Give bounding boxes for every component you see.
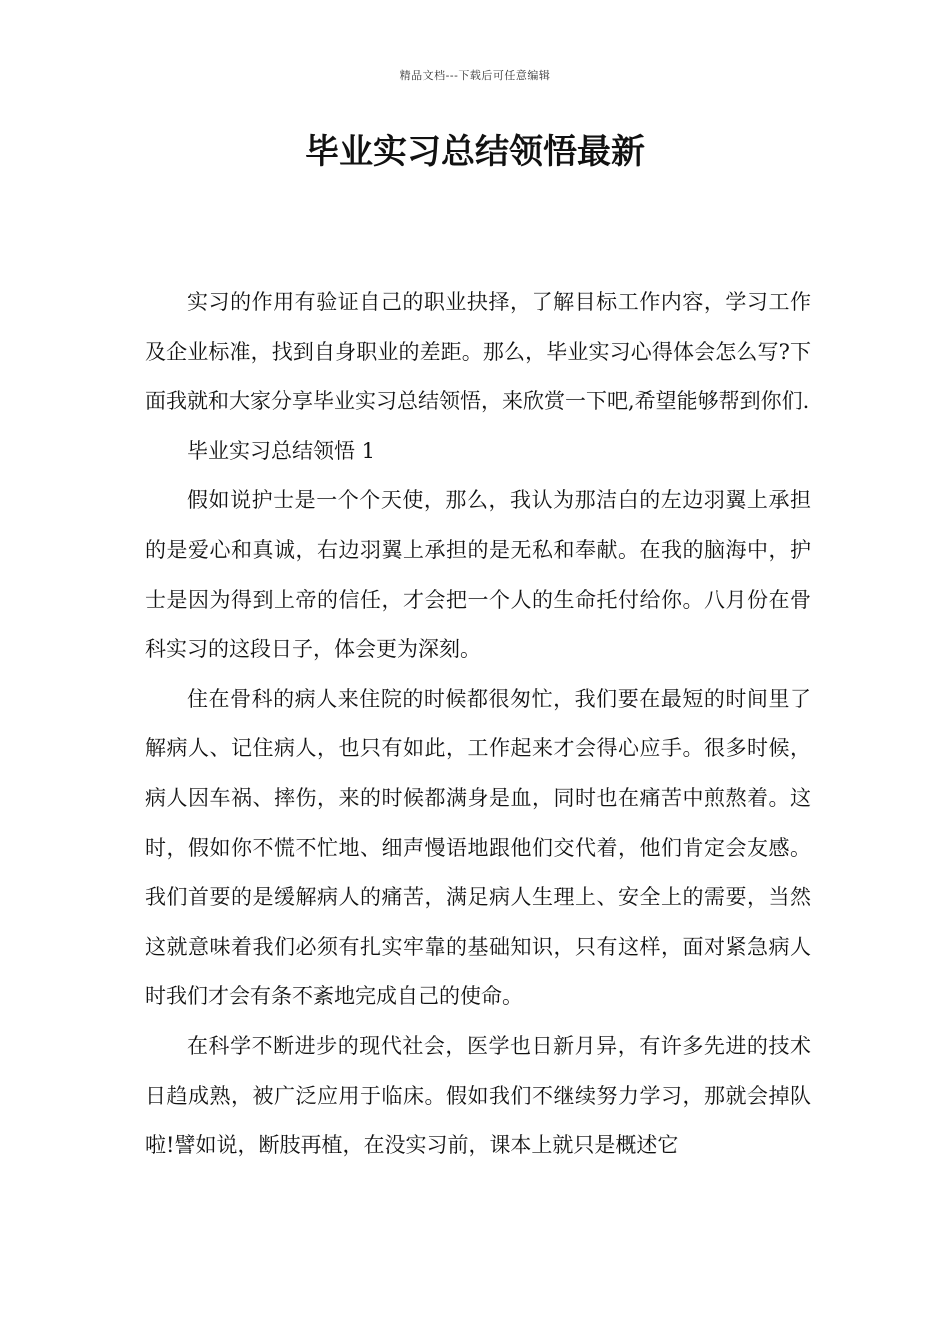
paragraph-science: 在科学不断进步的现代社会，医学也日新月异，有许多先进的技术日趋成熟，被广泛应用于临床。假如我们不继续努力学习，那就会掉队啦!譬如说，断肢再植，在没实习前，课本上就只是概述它 <box>145 1033 811 1158</box>
document-title: 毕业实习总结领悟最新 <box>305 132 645 172</box>
paragraph-orthopedics: 住在骨科的病人来住院的时候都很匆忙，我们要在最短的时间里了解病人、记住病人，也只有如此，工作起来才会得心应手。很多时候，病人因车祸、摔伤，来的时候都满身是血，同时也在痛苦中煎熬着。这时，假如你不慌不忙地、细声慢语地跟他们交代着，他们肯定会友感。我们首要的是缓解病人的痛苦，满足病人生理上、安全上的需要，当然这就意味着我们必须有扎实牢靠的基础知识，只有这样，面对紧急病人时我们才会有条不紊地完成自己的使命。 <box>145 686 811 1009</box>
document-body <box>145 278 811 1171</box>
paragraph-intro: 实习的作用有验证自己的职业抉择，了解目标工作内容，学习工作及企业标准，找到自身职业的差距。那么，毕业实习心得体会怎么写?下面我就和大家分享毕业实习总结领悟，来欣赏一下吧,希望能够帮到你们. <box>145 290 811 414</box>
section-heading-1: 毕业实习总结领悟 1 <box>187 438 376 463</box>
header-note: 精品文档---下载后可任意编辑 <box>399 69 551 82</box>
paragraph-angel: 假如说护士是一个个天使，那么，我认为那洁白的左边羽翼上承担的是爱心和真诚，右边羽翼上承担的是无私和奉献。在我的脑海中，护士是因为得到上帝的信任，才会把一个人的生命托付给你。八月份在骨科实习的这段日子，体会更为深刻。 <box>145 488 811 662</box>
